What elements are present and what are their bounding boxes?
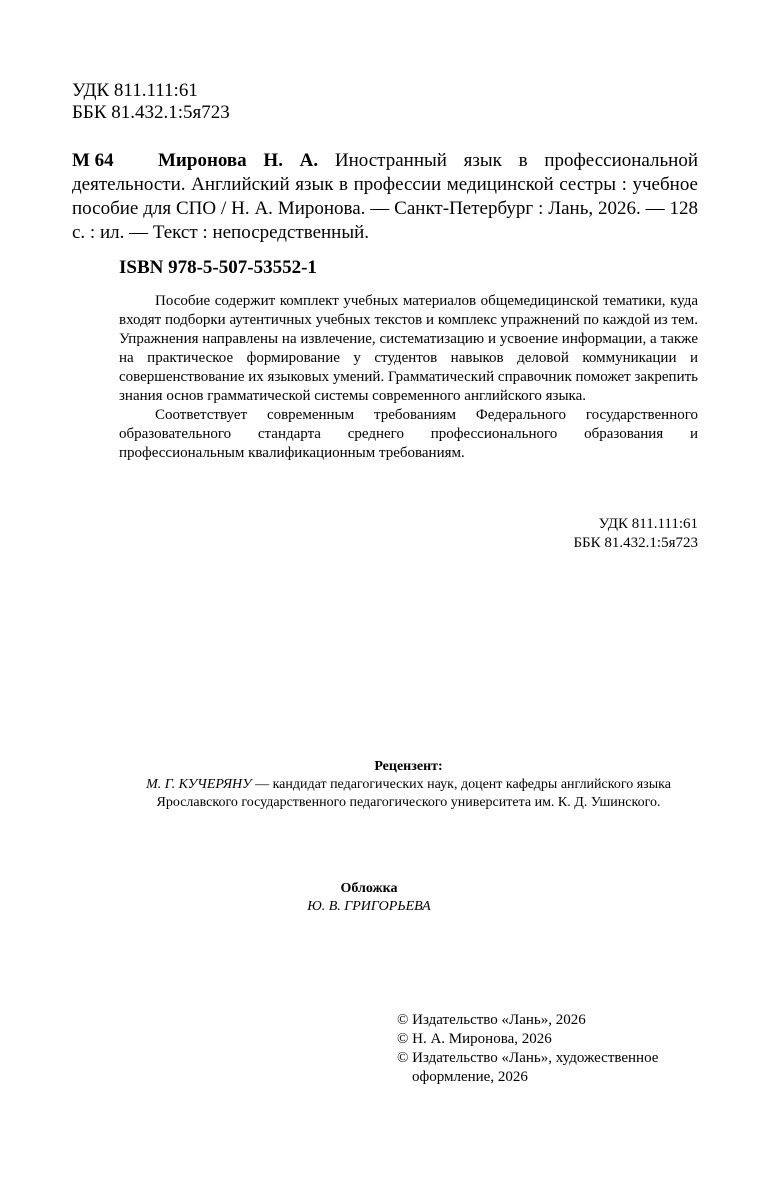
copyright-line: © Н. А. Миронова, 2026 [397,1031,552,1047]
annotation [119,292,698,463]
reviewer-description: — кандидат педагогических наук, доцент кафедры английского языка Ярославского государственного педагогического университета им. К. Д. Ушинского. [156,777,671,810]
reviewer-info [119,776,698,812]
reviewer-block [119,758,698,812]
cover-heading: Обложка [340,881,398,896]
isbn: ISBN 978-5-507-53552-1 [119,257,317,278]
bbk-code: ББК 81.432.1:5я723 [573,535,698,551]
annotation-paragraph: Пособие содержит комплект учебных материалов общемедицинской тематики, куда входят подборки аутентичных учебных текстов и комплекс упражнений по каждой из тем. Упражнения направлены на извлечение, систематизацию и усвоение информации, а также на практическое формирование у студентов навыков деловой коммуникации и совершенствование их языковых умений. Грамматический справочник поможет закрепить знания основ грамматической системы современного английского языка. [119,293,698,404]
copyright-block [397,1011,717,1087]
cover-credit [119,880,619,916]
udc-block-bottom [573,515,698,553]
annotation-paragraph: Соответствует современным требованиям Федерального государственного образовательного стандарта среднего профессионального образования и профессиональным квалификационным требованиям. [119,407,698,461]
author-name: Миронова Н. А. [158,150,319,171]
bibliographic-description [72,149,698,245]
udk-code: УДК 811.111:61 [72,80,198,101]
udk-code: УДК 811.111:61 [598,516,698,532]
copyright-line: © Издательство «Лань», художественное оформление, 2026 [397,1050,659,1085]
reviewer-heading: Рецензент: [374,759,443,774]
cover-designer-name: Ю. В. ГРИГОРЬЕВА [307,899,431,914]
copyright-line: © Издательство «Лань», 2026 [397,1012,586,1028]
book-description: Иностранный язык в профессиональной деятельности. Английский язык в профессии медицинской сестры : учебное пособие для СПО / Н. А. Миронова. — Санкт-Петербург : Лань, 2026. — 128 с. : ил. — Текст : непосредственный. [72,150,699,243]
udc-block-top [72,80,230,124]
catalog-entry [72,149,698,245]
bbk-code: ББК 81.432.1:5я723 [72,102,230,123]
author-mark: М 64 [72,150,114,171]
reviewer-name: М. Г. КУЧЕРЯНУ [146,777,252,792]
